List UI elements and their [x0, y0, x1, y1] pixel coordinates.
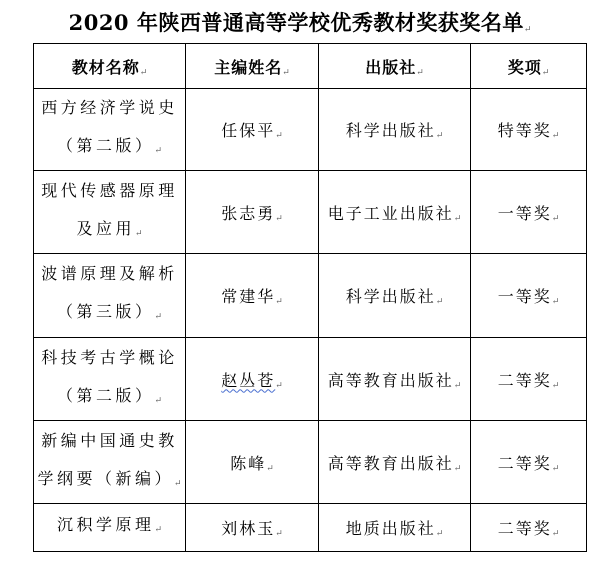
cell-award: 二等奖 ↵ [471, 338, 587, 421]
cell-editor: 张志勇 ↵ [186, 171, 319, 254]
table-row [34, 171, 587, 254]
cell-textbook-name: 西方经济学说史 （第二版） ↵ [34, 89, 186, 171]
cell-award: 二等奖 ↵ [471, 421, 587, 504]
table-header-row [34, 44, 587, 89]
cell-award: 一等奖 ↵ [471, 171, 587, 254]
cell-textbook-name: 科技考古学概论 （第二版） ↵ [34, 338, 186, 421]
header-award: 奖项 ↵ [471, 44, 587, 89]
cell-award: 一等奖 ↵ [471, 254, 587, 338]
cell-textbook-name: 波谱原理及解析 （第三版） ↵ [34, 254, 186, 338]
header-publisher: 出版社 ↵ [319, 44, 471, 89]
document-title: 2020 年陕西普通高等学校优秀教材奖获奖名单 ↵ [0, 9, 600, 44]
table-row [34, 254, 587, 338]
cell-editor: 任保平 ↵ [186, 89, 319, 171]
table-row [34, 338, 587, 421]
cell-award: 特等奖 ↵ [471, 89, 587, 171]
table-row [34, 504, 587, 552]
cell-editor: 刘林玉 ↵ [186, 504, 319, 552]
cell-publisher: 电子工业出版社 ↵ [319, 171, 471, 254]
table-row [34, 421, 587, 504]
cell-publisher: 高等教育出版社 ↵ [319, 338, 471, 421]
cell-editor: 陈峰 ↵ [186, 421, 319, 504]
cell-publisher: 科学出版社 ↵ [319, 254, 471, 338]
table-row [34, 89, 587, 171]
cell-publisher: 地质出版社 ↵ [319, 504, 471, 552]
cell-award: 二等奖 ↵ [471, 504, 587, 552]
header-textbook-name: 教材名称 ↵ [34, 44, 186, 89]
award-table [33, 43, 587, 552]
cell-publisher: 高等教育出版社 ↵ [319, 421, 471, 504]
header-editor: 主编姓名 ↵ [186, 44, 319, 89]
cell-textbook-name: 现代传感器原理 及应用 ↵ [34, 171, 186, 254]
cell-textbook-name: 沉积学原理 ↵ [34, 504, 186, 552]
cell-editor: 赵丛苍 ↵ [186, 338, 319, 421]
cell-textbook-name: 新编中国通史教 学纲要（新编） ↵ [34, 421, 186, 504]
cell-publisher: 科学出版社 ↵ [319, 89, 471, 171]
cell-editor: 常建华 ↵ [186, 254, 319, 338]
